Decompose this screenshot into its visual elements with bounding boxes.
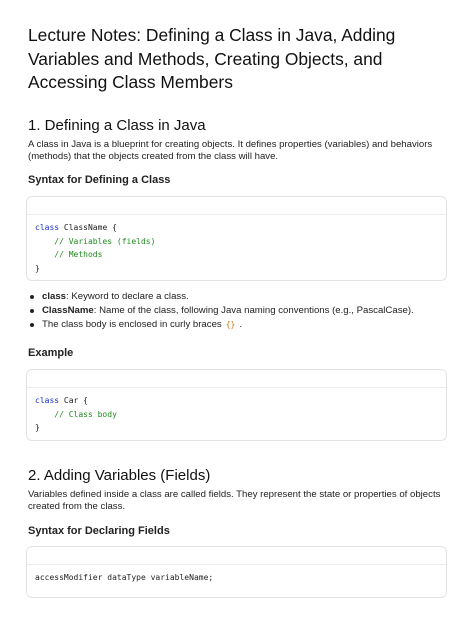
list-item [28,318,448,332]
section-1-intro: A class in Java is a blueprint for creating objects. It defines properties (variables) and behaviors (methods) that the objects created from the class will have. [28,139,433,162]
code-comment: // Class body [54,409,117,419]
code-text: ClassName { [59,223,117,232]
code-block-header [27,547,446,565]
syntax-heading-class: Syntax for Defining a Class [28,174,171,186]
code-content [27,565,446,585]
code-text: Car { [59,396,88,405]
code-text: } [35,263,40,273]
class-syntax-bullets [28,290,448,332]
code-block-field-syntax [26,546,447,598]
description: The class body is enclosed in curly braces [42,319,222,330]
term: class [42,291,67,302]
code-content [27,388,446,435]
code-keyword: class [35,223,60,232]
list-item [28,290,448,304]
code-block-example [26,369,447,441]
example-heading: Example [28,347,74,359]
section-1-heading: 1. Defining a Class in Java [28,117,206,134]
code-comment: // Methods [54,250,103,260]
term: ClassName [42,305,94,316]
code-text: } [35,423,40,433]
code-content [27,215,446,275]
document-title: Lecture Notes: Defining a Class in Java, Adding Variables and Methods, Creating Objects, and Accessing Class Members [28,25,396,92]
syntax-heading-fields: Syntax for Declaring Fields [28,525,170,537]
code-block-class-syntax [26,196,447,281]
list-item [28,304,448,318]
section-2-intro: Variables defined inside a class are called fields. They represent the state or properties of objects created from the class. [28,489,441,512]
description: : Keyword to declare a class. [66,291,189,302]
code-block-header [27,197,446,215]
code-comment: // Variables (fields) [54,236,156,246]
code-block-header [27,370,446,388]
description: : Name of the class, following Java naming conventions (e.g., PascalCase). [93,305,414,316]
section-2-heading: 2. Adding Variables (Fields) [28,467,211,484]
inline-code: {} [225,320,236,329]
code-keyword: class [35,396,60,405]
description: . [239,319,243,330]
code-text: accessModifier dataType variableName; [35,573,214,582]
